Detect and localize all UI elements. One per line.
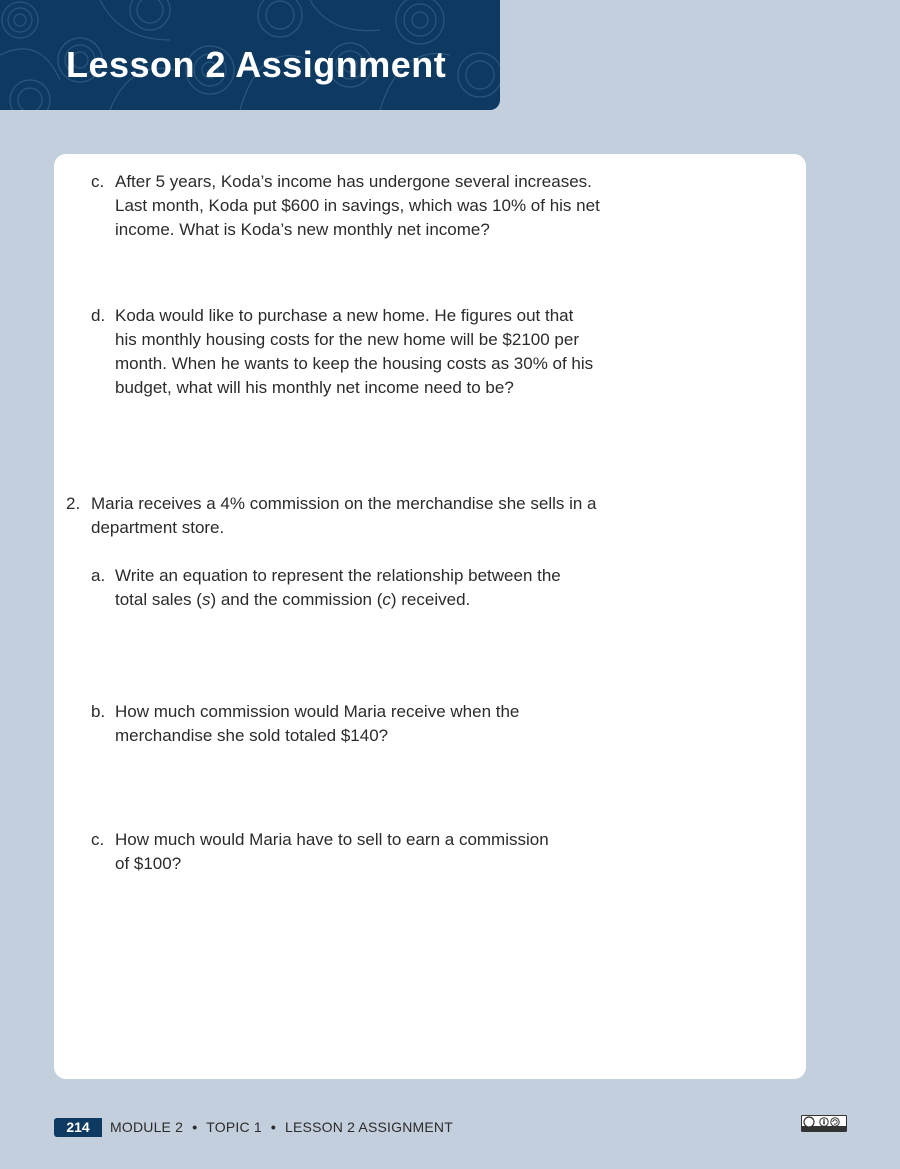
footer-breadcrumb — [110, 1119, 453, 1135]
question-text-line: his monthly housing costs for the new home will be $2100 per — [115, 330, 579, 349]
page-footer — [54, 1117, 453, 1137]
footer-separator: • — [270, 1119, 277, 1135]
header-banner — [0, 0, 500, 110]
question-text-line — [115, 588, 651, 612]
question-text-line: How much commission would Maria receive when the — [115, 702, 520, 721]
question-text-line: Maria receives a 4% commission on the merchandise she sells in a — [91, 494, 597, 513]
question-text-line: month. When he wants to keep the housing costs as 30% of his — [115, 354, 594, 373]
footer-topic: TOPIC 1 — [206, 1119, 262, 1135]
question-2a — [91, 564, 651, 612]
question-text-line: How much would Maria have to sell to earn a commission — [115, 830, 549, 849]
question-text-line: merchandise she sold totaled $140? — [115, 726, 389, 745]
question-marker: 2. — [66, 494, 81, 513]
question-marker: d. — [91, 306, 106, 325]
question-marker: c. — [91, 172, 105, 191]
assignment-card — [54, 154, 806, 1079]
question-text-line: of $100? — [115, 854, 182, 873]
footer-separator: • — [192, 1119, 198, 1135]
question-text-line: income. What is Koda’s new monthly net income? — [115, 220, 490, 239]
question-text-line: Write an equation to represent the relationship between the — [115, 566, 561, 585]
text-segment: ) and the commission ( — [210, 590, 383, 609]
question-1c — [91, 170, 651, 242]
creative-commons-license-icon — [801, 1115, 847, 1132]
question-text-line: Last month, Koda put $600 in savings, which was 10% of his net — [115, 196, 600, 215]
question-text-line: department store. — [91, 518, 225, 537]
question-text-line: budget, what will his monthly net income need to be? — [115, 378, 514, 397]
question-marker: a. — [91, 566, 106, 585]
footer-lesson: LESSON 2 ASSIGNMENT — [285, 1119, 453, 1135]
variable-s: s — [201, 590, 211, 609]
page-title: Lesson 2 Assignment — [66, 44, 447, 85]
question-2 — [66, 492, 656, 540]
question-marker: c. — [91, 830, 105, 849]
page-number: 214 — [54, 1118, 102, 1137]
question-1d — [91, 304, 651, 400]
question-marker: b. — [91, 702, 106, 721]
question-text-line: Koda would like to purchase a new home. He figures out that — [115, 306, 574, 325]
text-segment: total sales ( — [115, 590, 202, 609]
footer-module: MODULE 2 — [110, 1119, 184, 1135]
question-text-line: After 5 years, Koda’s income has undergone several increases. — [115, 172, 592, 191]
text-segment: ) received. — [390, 590, 471, 609]
question-2b — [91, 700, 651, 748]
question-2c — [91, 828, 651, 876]
variable-c: c — [382, 590, 391, 609]
